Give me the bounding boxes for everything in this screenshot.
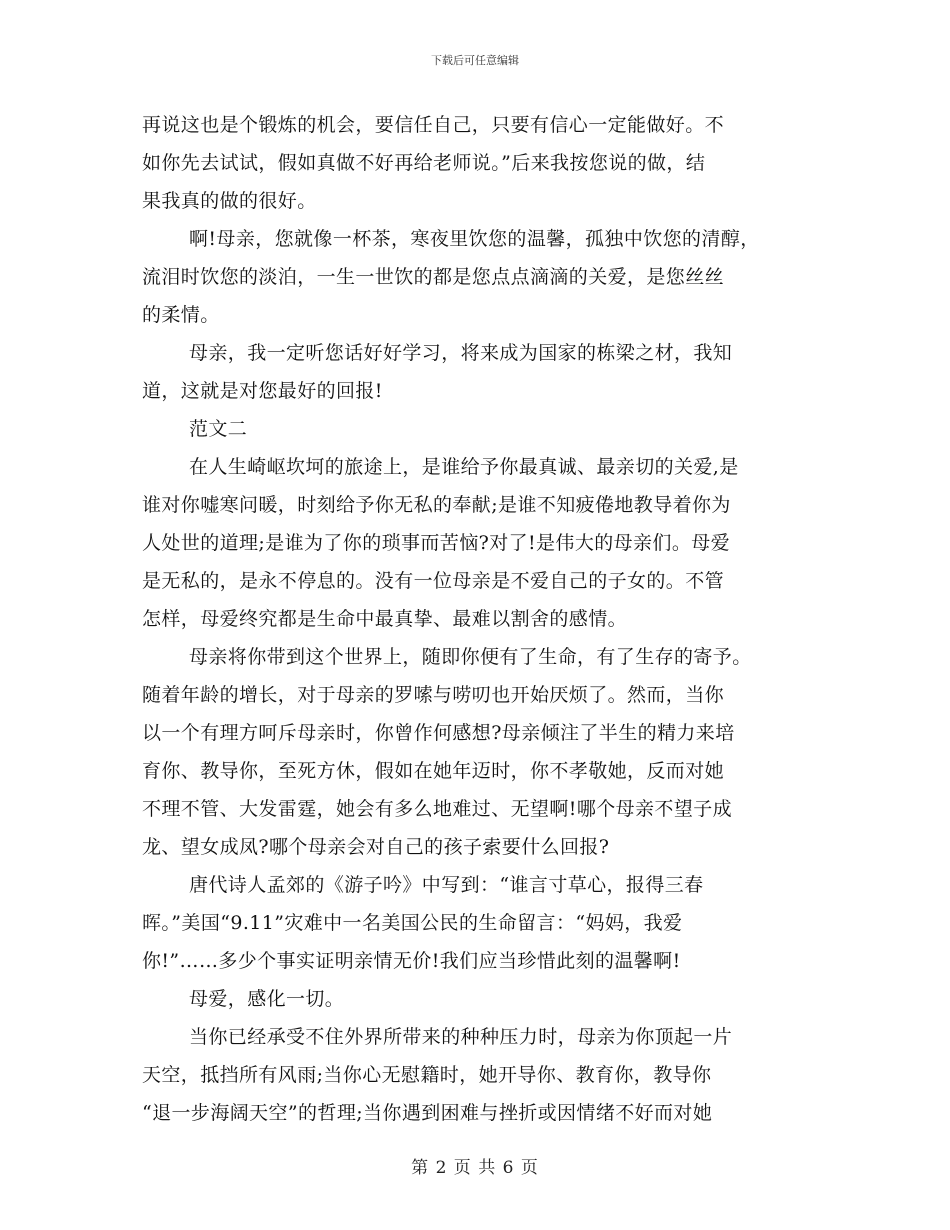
text-line: 范文二 — [189, 418, 248, 440]
text-line: 随着年龄的增长，对于母亲的罗嗦与唠叨也开始厌烦了。然而，当你 — [142, 684, 725, 706]
text-line: 是无私的，是永不停息的。没有一位母亲是不爱自己的子女的。不管 — [142, 570, 725, 592]
text-line: 母亲，我一定听您话好好学习，将来成为国家的栋梁之材，我知 — [189, 342, 733, 364]
text-line: 当你已经承受不住外界所带来的种种压力时，母亲为你顶起一片 — [189, 1026, 733, 1048]
document-body — [142, 106, 810, 1132]
text-line: 人处世的道理;是谁为了你的琐事而苦恼?对了!是伟大的母亲们。母爱 — [142, 532, 731, 554]
text-line: 如你先去试试，假如真做不好再给老师说。”后来我按您说的做，结 — [142, 152, 706, 174]
text-line: 唐代诗人孟郊的《游子吟》中写到：“谁言寸草心，报得三春 — [189, 874, 704, 896]
text-line: 龙、望女成凤?哪个母亲会对自己的孩子索要什么回报? — [142, 836, 610, 858]
text-line: 母亲将你带到这个世界上，随即你便有了生命，有了生存的寄予。 — [189, 646, 752, 668]
text-line: 啊!母亲，您就像一杯茶，寒夜里饮您的温馨，孤独中饮您的清醇， — [189, 228, 760, 250]
text-line: 流泪时饮您的淡泊，一生一世饮的都是您点点滴滴的关爱，是您丝丝 — [142, 266, 725, 288]
text-line: 天空，抵挡所有风雨;当你心无慰籍时，她开导你、教育你，教导你 — [142, 1064, 712, 1086]
text-line: 再说这也是个锻炼的机会，要信任自己，只要有信心一定能做好。不 — [142, 114, 725, 136]
page-number-footer: 第 2 页 共 6 页 — [411, 1158, 539, 1178]
text-line: “退一步海阔天空”的哲理;当你遇到困难与挫折或因情绪不好而对她 — [142, 1102, 713, 1124]
text-line: 你!”……多少个事实证明亲情无价!我们应当珍惜此刻的温馨啊! — [142, 950, 681, 972]
text-line: 的柔情。 — [142, 304, 220, 326]
text-line: 果我真的做的很好。 — [142, 190, 317, 212]
text-line: 怎样，母爱终究都是生命中最真挚、最难以割舍的感情。 — [142, 608, 628, 630]
text-line: 晖。”美国“9.11”灾难中一名美国公民的生命留言：“妈妈，我爱 — [142, 912, 683, 934]
text-line: 母爱，感化一切。 — [189, 988, 345, 1010]
text-line: 道，这就是对您最好的回报! — [142, 380, 383, 402]
text-line: 在人生崎岖坎坷的旅途上，是谁给予你最真诚、最亲切的关爱,是 — [189, 456, 739, 478]
text-line: 以一个有理方呵斥母亲时，你曾作何感想?母亲倾注了半生的精力来培 — [142, 722, 735, 744]
page-header-note: 下载后可任意编辑 — [431, 54, 519, 67]
text-line: 谁对你嘘寒问暖，时刻给予你无私的奉献;是谁不知疲倦地教导着你为 — [142, 494, 731, 516]
text-line: 育你、教导你，至死方休，假如在她年迈时，你不孝敬她，反而对她 — [142, 760, 725, 782]
text-line: 不理不管、大发雷霆，她会有多么地难过、无望啊!哪个母亲不望子成 — [142, 798, 733, 820]
